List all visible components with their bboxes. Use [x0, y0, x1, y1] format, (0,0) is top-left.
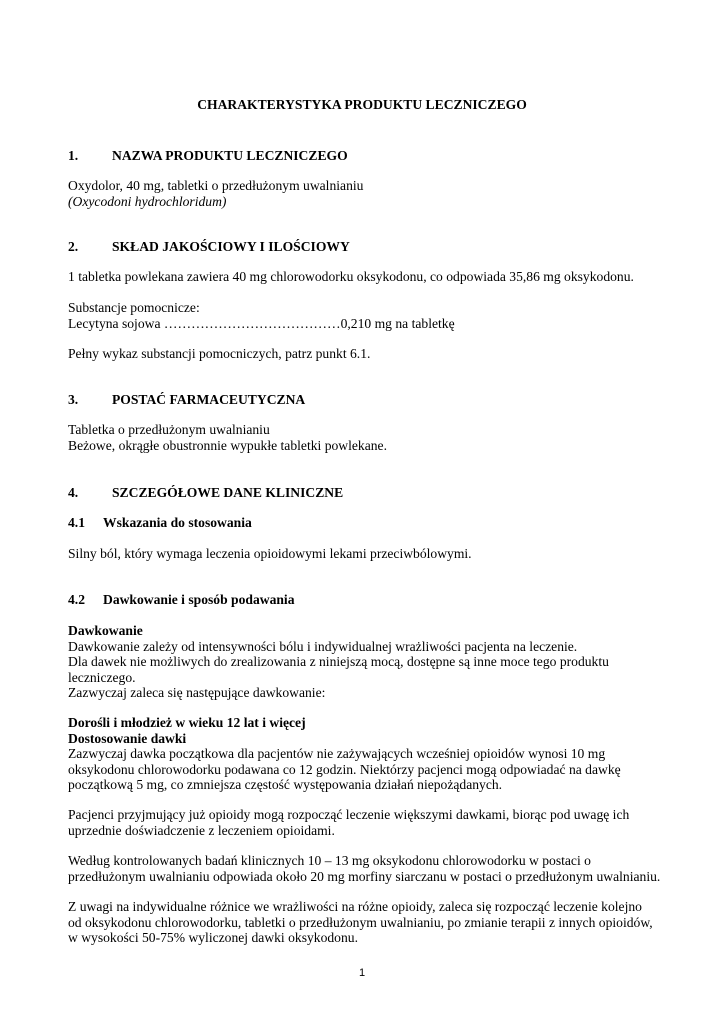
adjustment-heading: Dostosowanie dawki [68, 730, 187, 746]
composition: 1 tabletka powlekana zawiera 40 mg chlorowodorku oksykodonu, co odpowiada 35,86 mg oksykodonu. [68, 269, 634, 284]
section-1-title: NAZWA PRODUKTU LECZNICZEGO [112, 148, 348, 163]
switching-paragraph [68, 899, 668, 946]
prior-opioids-paragraph [68, 807, 668, 838]
excipients-block [68, 300, 668, 331]
prior-opioids-line-2: uprzednie doświadczenie z leczeniem opioidami. [68, 822, 335, 838]
adjustment-line-3: początkową 5 mg, co zmniejsza częstość występowania działań niepożądanych. [68, 777, 503, 793]
dosage-line-2: Dla dawek nie możliwych do zrealizowania z niniejszą mocą, dostępne są inne moce tego produktu [68, 654, 609, 670]
section-2-title: SKŁAD JAKOŚCIOWY I ILOŚCIOWY [112, 239, 350, 254]
adjustment-block [68, 715, 668, 793]
form-line-1: Tabletka o przedłużonym uwalnianiu [68, 422, 270, 437]
section-3-title: POSTAĆ FARMACEUTYCZNA [112, 392, 306, 407]
prior-opioids-line-1: Pacjenci przyjmujący już opioidy mogą rozpocząć leczenie większymi dawkami, biorąc pod uwagę ich [68, 807, 630, 822]
adjustment-line-2: oksykodonu chlorowodorku podawana co 12 godzin. Niektórzy pacjenci mogą odpowiadać na dawkę [68, 761, 621, 777]
indication: Silny ból, który wymaga leczenia opioidowymi lekami przeciwbólowymi. [68, 546, 472, 561]
dosage-line-3: leczniczego. [68, 669, 136, 685]
lecithin-line: Lecytyna sojowa …………………………………0,210 mg na tabletkę [68, 315, 455, 331]
document-title: CHARAKTERYSTYKA PRODUKTU LECZNICZEGO [197, 97, 527, 112]
form-line-2: Beżowe, okrągłe obustronnie wypukłe tabletki powlekane. [68, 437, 387, 453]
dosage-block [68, 623, 668, 701]
page-number: 1 [358, 967, 366, 979]
switching-line-1: Z uwagi na indywidualne różnice we wrażliwości na różne opioidy, zaleca się rozpocząć leczenie kolejno [68, 899, 642, 914]
switching-line-2: od oksykodonu chlorowodorku, tabletki o przedłużonym uwalnianiu, po zmianie terapii z innych opioidów, [68, 914, 653, 930]
equivalence-paragraph [68, 853, 668, 884]
subsection-4-1-number: 4.1 [68, 515, 85, 530]
section-4-number: 4. [68, 485, 79, 500]
excipients-label: Substancje pomocnicze: [68, 300, 200, 315]
dosage-heading: Dawkowanie [68, 623, 143, 638]
adults-heading: Dorośli i młodzież w wieku 12 lat i więcej [68, 715, 306, 730]
product-name-block [68, 178, 668, 209]
section-1-number: 1. [68, 148, 79, 163]
subsection-4-2-number: 4.2 [68, 592, 85, 607]
dosage-line-1: Dawkowanie zależy od intensywności bólu i indywidualnej wrażliwości pacjenta na leczenie. [68, 638, 578, 654]
subsection-4-2-title: Dawkowanie i sposób podawania [103, 592, 295, 607]
section-3-number: 3. [68, 392, 79, 407]
subsection-4-1-title: Wskazania do stosowania [103, 515, 252, 530]
section-4-title: SZCZEGÓŁOWE DANE KLINICZNE [112, 485, 344, 500]
switching-line-3: w wysokości 50-75% wyliczonej dawki oksykodonu. [68, 930, 358, 946]
section-2-number: 2. [68, 239, 79, 254]
adjustment-line-1: Zazwyczaj dawka początkowa dla pacjentów nie zażywających wcześniej opioidów wynosi 10 mg [68, 746, 606, 762]
product-latin-name: (Oxycodoni hydrochloridum) [68, 193, 227, 209]
equivalence-line-2: przedłużonym uwalnianiu odpowiada około 20 mg morfiny siarczanu w postaci o przedłużonym uwalnianiu. [68, 868, 661, 884]
excipients-reference: Pełny wykaz substancji pomocniczych, patrz punkt 6.1. [68, 346, 371, 361]
product-name: Oxydolor, 40 mg, tabletki o przedłużonym uwalnianiu [68, 178, 364, 193]
dosage-line-4: Zazwyczaj zaleca się następujące dawkowanie: [68, 685, 326, 701]
equivalence-line-1: Według kontrolowanych badań klinicznych 10 – 13 mg oksykodonu chlorowodorku w postaci o [68, 853, 591, 868]
form-block [68, 422, 668, 453]
